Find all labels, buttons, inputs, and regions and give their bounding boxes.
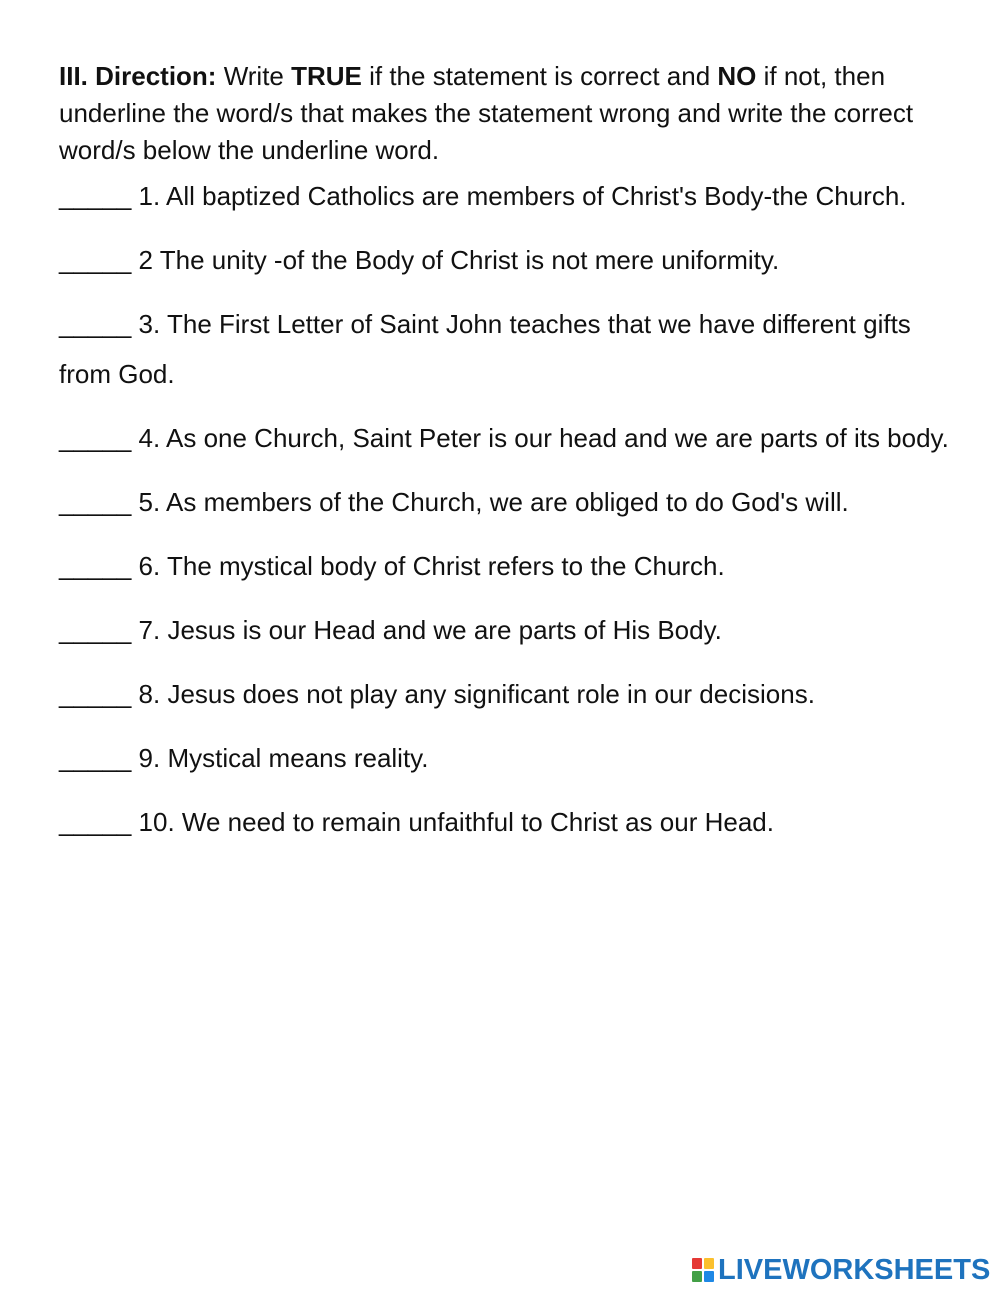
question-item	[59, 797, 959, 847]
question-list	[59, 171, 959, 847]
question-item	[59, 477, 959, 527]
logo-square-yellow	[704, 1258, 714, 1269]
liveworksheets-logo	[692, 1255, 990, 1285]
liveworksheets-logo-icon	[692, 1258, 714, 1282]
directions-true-word: TRUE	[291, 61, 362, 91]
question-text: 8. Jesus does not play any significant role in our decisions.	[131, 679, 815, 709]
question-text: 1. All baptized Catholics are members of Christ's Body-the Church.	[131, 181, 907, 211]
question-item	[59, 235, 959, 285]
question-text: 2 The unity -of the Body of Christ is not mere uniformity.	[131, 245, 780, 275]
question-item	[59, 413, 959, 463]
answer-blank[interactable]: _____	[59, 551, 132, 581]
answer-blank[interactable]: _____	[59, 615, 132, 645]
directions	[59, 58, 959, 169]
answer-blank[interactable]: _____	[59, 807, 132, 837]
answer-blank[interactable]: _____	[59, 679, 132, 709]
question-text: 6. The mystical body of Christ refers to the Church.	[131, 551, 725, 581]
directions-text-2: if the statement is correct and	[361, 61, 718, 91]
question-item	[59, 171, 959, 221]
question-item	[59, 541, 959, 591]
logo-square-blue	[704, 1271, 714, 1282]
question-item	[59, 733, 959, 783]
logo-wordmark: LIVEWORKSHEETS	[718, 1254, 991, 1286]
directions-heading: III. Direction:	[59, 61, 217, 91]
directions-text-3: if not, then underline the word/s that makes the statement wrong and write the correct word/s below the underline word.	[59, 61, 914, 165]
answer-blank[interactable]: _____	[59, 245, 132, 275]
question-item	[59, 299, 959, 399]
question-text: 9. Mystical means reality.	[131, 743, 429, 773]
logo-square-red	[692, 1258, 702, 1269]
directions-no-word: NO	[717, 61, 757, 91]
answer-blank[interactable]: _____	[59, 487, 132, 517]
answer-blank[interactable]: _____	[59, 309, 132, 339]
logo-square-green	[692, 1271, 702, 1282]
directions-text-1: Write	[216, 61, 292, 91]
question-text: 4. As one Church, Saint Peter is our head and we are parts of its body.	[131, 423, 949, 453]
question-text: 10. We need to remain unfaithful to Christ as our Head.	[131, 807, 774, 837]
answer-blank[interactable]: _____	[59, 181, 132, 211]
question-item	[59, 605, 959, 655]
answer-blank[interactable]: _____	[59, 423, 132, 453]
question-text: 7. Jesus is our Head and we are parts of His Body.	[131, 615, 722, 645]
worksheet	[59, 58, 959, 861]
question-text: 5. As members of the Church, we are obliged to do God's will.	[131, 487, 849, 517]
question-text: 3. The First Letter of Saint John teaches that we have different gifts from God.	[59, 309, 911, 389]
answer-blank[interactable]: _____	[59, 743, 132, 773]
question-item	[59, 669, 959, 719]
